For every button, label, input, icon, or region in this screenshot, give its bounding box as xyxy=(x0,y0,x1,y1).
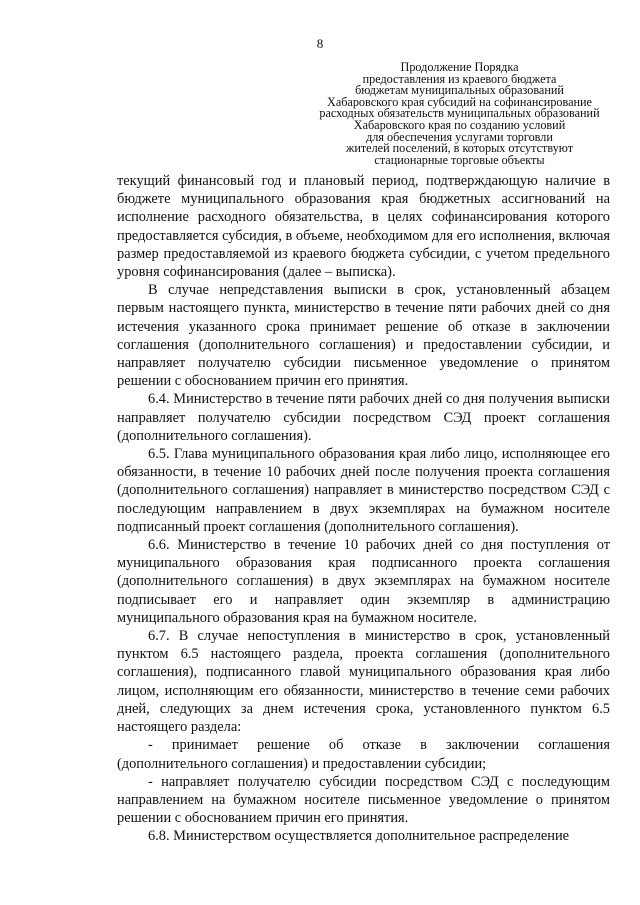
list-item: - принимает решение об отказе в заключении соглашения (дополнительного соглашения) и предоставлении субсидии; xyxy=(117,737,610,772)
paragraph-continuation: текущий финансовый год и плановый период, подтверждающую наличие в бюджете муниципального образования края бюджетных ассигнований на исполнение расходного обязательства, в целях софинансирования которого предоставляется субсидия, в объеме, необходимом для его исполнения, включая размер предоставляемой из краевого бюджета субсидии, с учетом предельного уровня софинансирования (далее – выписка). xyxy=(117,173,610,281)
header-line: Хабаровского края субсидий на софинансирование xyxy=(327,94,592,109)
paragraph-6-4: 6.4. Министерство в течение пяти рабочих дней со дня получения выписки направляет получателю субсидии посредством СЭД проект соглашения (дополнительного соглашения). xyxy=(117,391,610,444)
header-line: стационарные торговые объекты xyxy=(374,152,545,167)
header-line: для обеспечения услугами торговли xyxy=(366,129,553,144)
paragraph-6-8: 6.8. Министерством осуществляется дополнительное распределение xyxy=(148,828,570,845)
paragraph-6-7: 6.7. В случае непоступления в министерство в срок, установленный пунктом 6.5 настоящего раздела, проекта соглашения (дополнительного соглашения), подписанного главой муниципального образования края либо лицом, исполняющим его обязанности, министерство в течение семи рабочих дней, следующих за днем истечения срока, установленного пунктом 6.5 настоящего раздела: xyxy=(117,628,610,736)
header-line: Продолжение Порядка xyxy=(400,60,519,74)
paragraph-6-5: 6.5. Глава муниципального образования края либо лицо, исполняющее его обязанности, в течение 10 рабочих дней после получения проекта соглашения (дополнительного соглашения) направляет в министерство посредством СЭД с последующим направлением в двух экземплярах на бумажном носителе подписанный проект соглашения (дополнительного соглашения). xyxy=(117,446,610,535)
header-line: жителей поселений, в которых отсутствуют xyxy=(345,141,574,156)
paragraph-6-6: 6.6. Министерство в течение 10 рабочих дней со дня поступления от муниципального образования края подписанного проекта соглашения (дополнительного соглашения) в двух экземплярах на бумажном носителе подписывает его и направляет один экземпляр в администрацию муниципального образования края на бумажном носителе. xyxy=(117,537,610,626)
page-number: 8 xyxy=(316,36,324,51)
header-line: Хабаровского края по созданию условий xyxy=(353,117,566,132)
document-header xyxy=(292,62,627,166)
list-item: - направляет получателю субсидии посредством СЭД с последующим направлением на бумажном носителе письменное уведомление о принятом решении с обоснованием причин его принятия. xyxy=(117,773,610,827)
header-line: бюджетам муниципальных образований xyxy=(355,83,564,98)
paragraph: В случае непредставления выписки в срок, установленный абзацем первым настоящего пункта, министерство в течение пяти рабочих дней со дня истечения указанного срока принимает решение об отказе в заключении соглашения (дополнительного соглашения) и предоставлении субсидии, и направляет получателю субсидии письменное уведомление о принятом решении с обоснованием причин его принятия. xyxy=(117,282,610,390)
document-body xyxy=(117,172,610,846)
header-line: предоставления из краевого бюджета xyxy=(362,71,557,86)
header-line: расходных обязательств муниципальных образований xyxy=(319,106,600,121)
